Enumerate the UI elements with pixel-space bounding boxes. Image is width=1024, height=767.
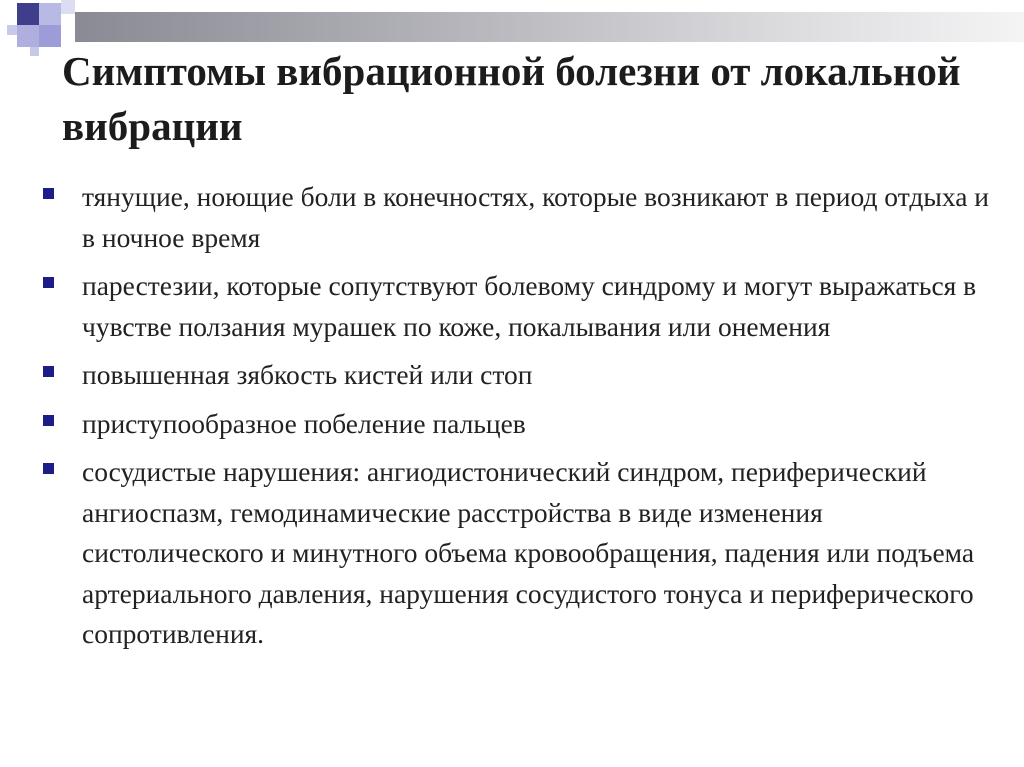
list-item bbox=[40, 355, 1000, 396]
square-bullet-icon bbox=[43, 277, 54, 288]
header-gradient-bar bbox=[75, 12, 1024, 42]
decor-square bbox=[17, 3, 39, 25]
list-item-text: сосудистые нарушения: ангиодистонический синдром, периферический ангиоспазм, гемодинамические расстройства в виде изменения систолического и минутного объема кровообращения, падения или подъема артериального давления, нарушения сосудистого тонуса и периферического сопротивления. bbox=[82, 456, 975, 649]
square-bullet-icon bbox=[43, 463, 54, 474]
list-item-text: приступообразное побеление пальцев bbox=[82, 407, 526, 439]
list-item-text: тянущие, ноющие боли в конечностях, которые возникают в период отдыха и в ночное время bbox=[82, 181, 990, 253]
square-bullet-icon bbox=[43, 188, 54, 199]
list-item-text: повышенная зябкость кистей или стоп bbox=[82, 359, 533, 390]
decor-square bbox=[30, 47, 39, 56]
square-bullet-icon bbox=[43, 415, 54, 426]
bullet-list bbox=[40, 177, 1000, 663]
list-item bbox=[40, 404, 1000, 445]
list-item bbox=[40, 177, 1000, 258]
decor-square bbox=[7, 25, 17, 35]
decor-square bbox=[39, 25, 61, 47]
list-item bbox=[40, 266, 1000, 347]
list-item-text: парестезии, которые сопутствуют болевому синдрому и могут выражаться в чувстве ползания мурашек по коже, покалывания или онемения bbox=[82, 270, 977, 342]
decor-square bbox=[61, 0, 75, 14]
slide-title: Симптомы вибрационной болезни от локальной вибрации bbox=[62, 48, 961, 149]
list-item bbox=[40, 452, 1000, 655]
decor-square bbox=[39, 3, 61, 25]
decor-square bbox=[17, 25, 39, 47]
square-bullet-icon bbox=[43, 366, 54, 377]
